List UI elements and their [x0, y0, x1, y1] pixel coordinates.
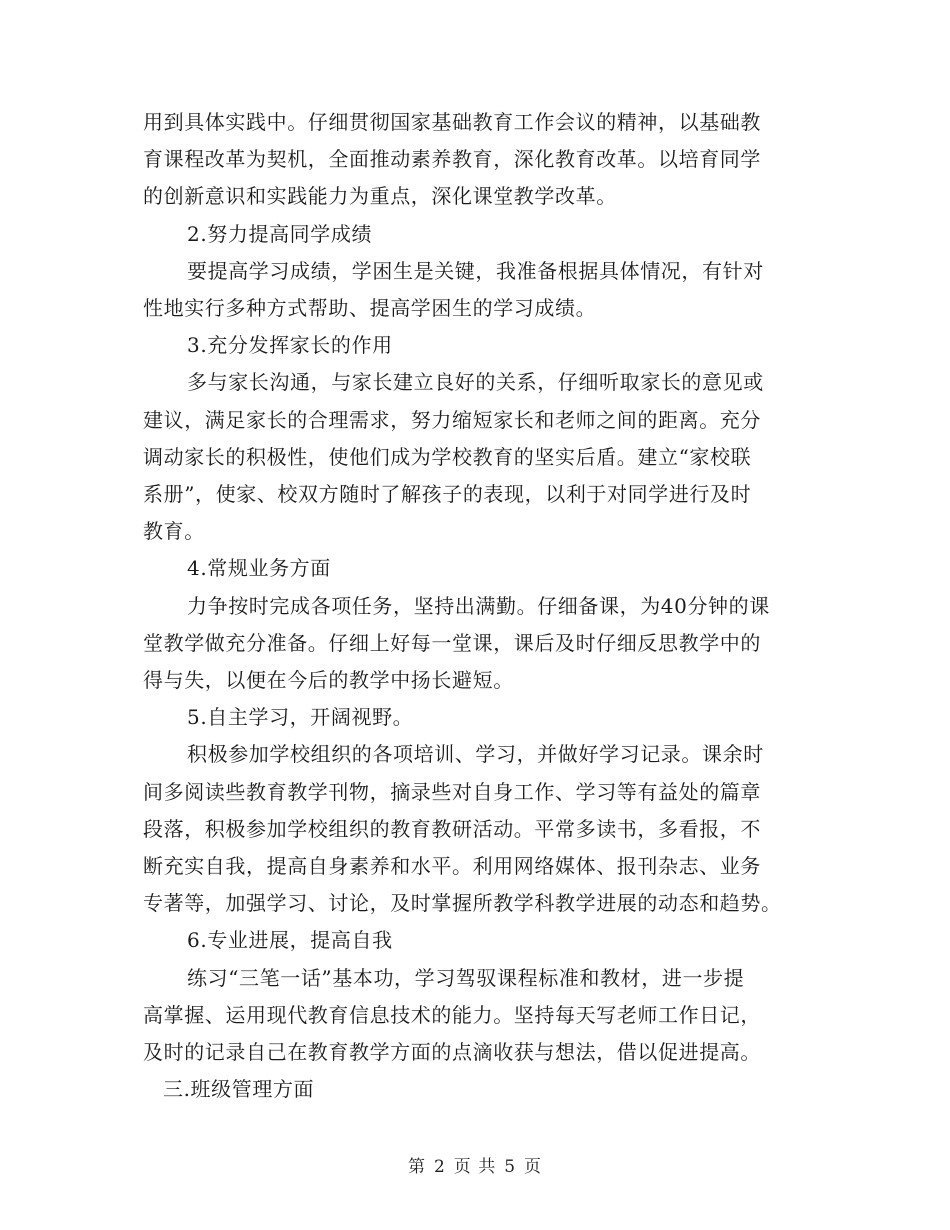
section-heading-5: 5.自主学习，开阔视野。 — [187, 705, 414, 730]
paragraph-4 — [143, 588, 808, 700]
footer-middle: 页 共 — [453, 1157, 497, 1177]
text-line: 的创新意识和实践能力为重点，深化课堂教学改革。 — [143, 184, 617, 209]
paragraph-5 — [143, 736, 808, 922]
page-body — [143, 104, 808, 1108]
text-line: 多与家长沟通，与家长建立良好的关系，仔细听取家长的意见或 — [187, 370, 764, 395]
section-heading-4: 4.常规业务方面 — [187, 556, 331, 581]
paragraph-2 — [143, 253, 808, 327]
text-line: 调动家长的积极性，使他们成为学校教育的坚实后盾。建立“家校联 — [143, 444, 752, 469]
section-heading-6: 6.专业进展，提高自我 — [187, 928, 393, 953]
text-line: 专著等，加强学习、讨论，及时掌握所教学科教学进展的动态和趋势。 — [143, 891, 782, 916]
text-line: 教育。 — [143, 519, 205, 544]
footer-suffix: 页 — [524, 1157, 543, 1177]
text-line: 系册”，使家、校双方随时了解孩子的表现，以利于对同学进行及时 — [143, 482, 752, 507]
page-footer — [0, 1152, 950, 1177]
text-line: 力争按时完成各项任务，坚持出满勤。仔细备课，为40分钟的课 — [187, 593, 770, 618]
footer-prefix: 第 — [407, 1157, 426, 1177]
section-heading-class-management: 三.班级管理方面 — [163, 1077, 315, 1102]
paragraph-1 — [143, 104, 808, 216]
text-line: 间多阅读些教育教学刊物，摘录些对自身工作、学习等有益处的篇章 — [143, 779, 761, 804]
section-heading-3: 3.充分发挥家长的作用 — [187, 333, 393, 358]
text-line: 性地实行多种方式帮助、提高学困生的学习成绩。 — [143, 296, 597, 321]
text-line: 用到具体实践中。仔细贯彻国家基础教育工作会议的精神，以基础教 — [143, 110, 761, 134]
paragraph-6 — [143, 960, 808, 1072]
text-line: 得与失，以便在今后的教学中扬长避短。 — [143, 668, 514, 693]
footer-page-number: 2 — [433, 1157, 446, 1177]
text-line: 段落，积极参加学校组织的教育教研活动。平常多读书，多看报，不 — [143, 816, 761, 841]
text-line: 高掌握、运用现代教育信息技术的能力。坚持每天写老师工作日记， — [143, 1002, 761, 1027]
text-line: 及时的记录自己在教育教学方面的点滴收获与想法，借以促进提高。 — [143, 1040, 761, 1065]
text-line: 育课程改革为契机，全面推动素养教育，深化教育改革。以培育同学 — [143, 147, 761, 172]
text-line: 断充实自我，提高自身素养和水平。利用网络媒体、报刊杂志、业务 — [143, 854, 761, 879]
text-line: 建议，满足家长的合理需求，努力缩短家长和老师之间的距离。充分 — [143, 407, 761, 432]
text-line: 积极参加学校组织的各项培训、学习，并做好学习记录。课余时 — [187, 742, 764, 767]
text-line: 要提高学习成绩，学困生是关键，我准备根据具体情况，有针对 — [187, 258, 764, 283]
footer-total-pages: 5 — [504, 1157, 517, 1177]
section-heading-2: 2.努力提高同学成绩 — [187, 221, 373, 246]
text-line: 堂教学做充分准备。仔细上好每一堂课，课后及时仔细反思教学中的 — [143, 630, 761, 655]
paragraph-3 — [143, 364, 808, 550]
text-line: 练习“三笔一话”基本功，学习驾驭课程标准和教材，进一步提 — [187, 965, 745, 990]
